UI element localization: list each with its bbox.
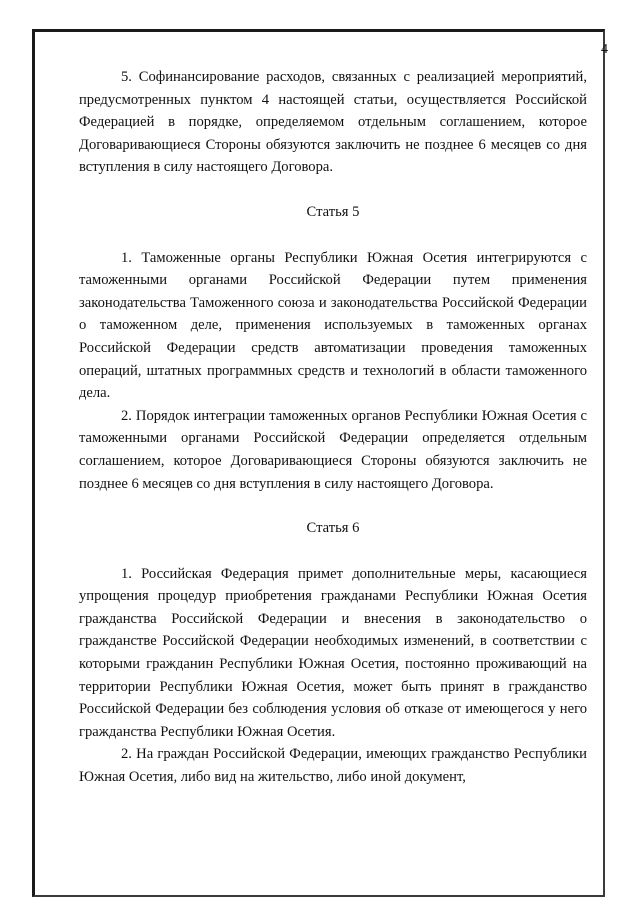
article-5-title: Статья 5	[306, 203, 360, 220]
article-5-clause-1: 1. Таможенные органы Республики Южная Осетия интегрируются с таможенными органами Российской Федерации путем применения законодательства Таможенного союза и законодательства Российской Федерации о таможенном деле, применения используемых в таможенных органах Российской Федерации средств автоматизации проведения таможенных операций, штатных программных средств и технологий в области таможенного дела.	[79, 249, 587, 402]
article-5-clause-2: 2. Порядок интеграции таможенных органов Республики Южная Осетия с таможенными органами Российской Федерации определяется отдельным соглашением, которое Договаривающиеся Стороны обязуются заключить не позднее 6 месяцев со дня вступления в силу настоящего Договора.	[79, 407, 587, 492]
article-6-clause-1: 1. Российская Федерация примет дополнительные меры, касающиеся упрощения процедур приобретения гражданами Республики Южная Осетия гражданства Российской Федерации и внесения в законодательство о гражданстве Российской Федерации необходимых изменений, в соответствии с которыми гражданин Республики Южная Осетия, постоянно проживающий на территории Республики Южная Осетия, может быть принят в гражданство Российской Федерации без соблюдения условия об отказе от имеющегося у него гражданства Республики Южная Осетия.	[79, 565, 587, 740]
article-6-title: Статья 6	[306, 520, 360, 537]
article-6-clause-2: 2. На граждан Российской Федерации, имеющих гражданство Республики Южная Осетия, либо вид на жительство, либо иной документ,	[79, 746, 587, 786]
document-body	[79, 66, 587, 789]
page-number: 4	[601, 42, 608, 57]
article-4-clause-5: 5. Софинансирование расходов, связанных с реализацией мероприятий, предусмотренных пунктом 4 настоящей статьи, осуществляется Российской Федерацией в порядке, определяемом отдельным соглашением, которое Договаривающиеся Стороны обязуются заключить не позднее 6 месяцев со дня вступления в силу настоящего Договора.	[79, 69, 587, 176]
